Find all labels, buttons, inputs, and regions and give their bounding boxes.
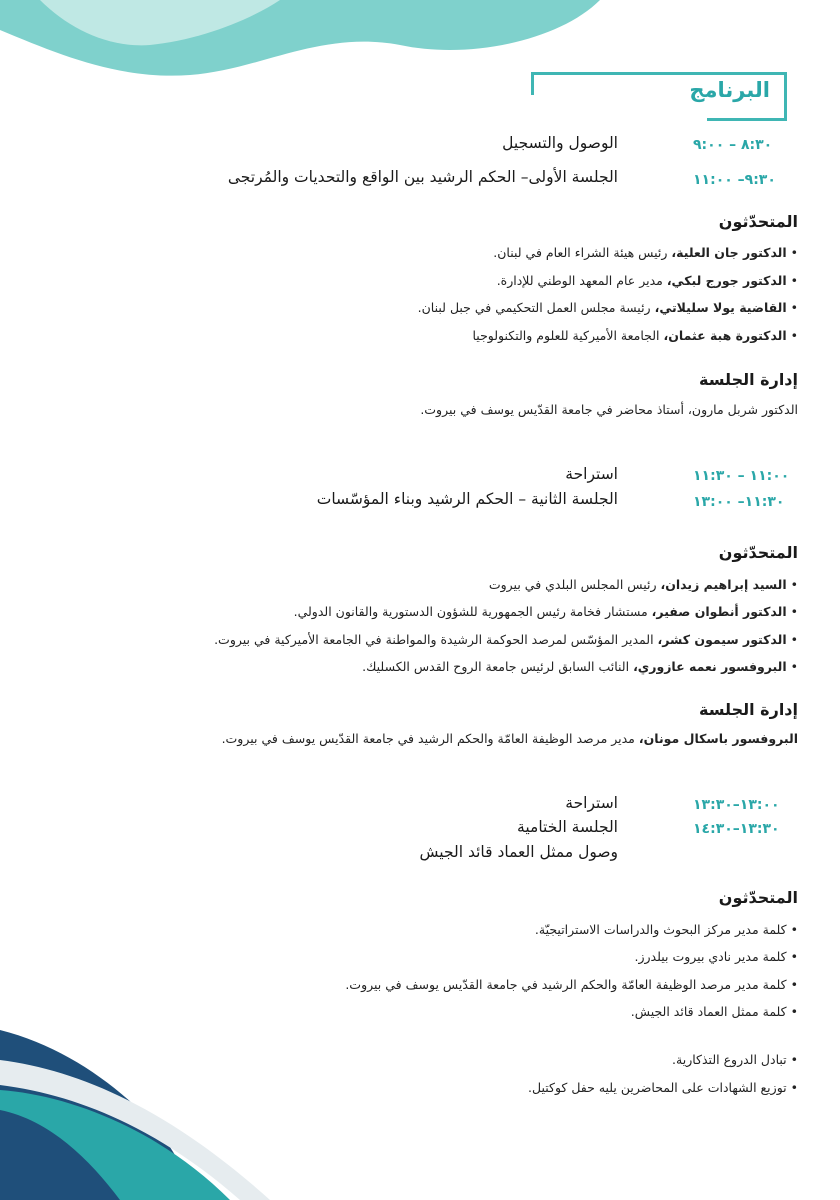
- speaker-item: • الدكتور جان العلية، رئيس هيئة الشراء العام في لبنان.: [493, 245, 798, 260]
- closing-item: • كلمة مدير مرصد الوظيفة العامّة والحكم الرشيد في جامعة القدّيس يوسف في بيروت.: [345, 977, 798, 992]
- agenda-item: وصول ممثل العماد قائد الجيش: [419, 843, 618, 861]
- top-teal-wave: [0, 0, 600, 76]
- time-slot: ٨:٣٠ – ٩:٠٠: [693, 137, 773, 153]
- speaker-item: • السيد إبراهيم زيدان، رئيس المجلس البلدي في بيروت: [488, 577, 798, 592]
- speaker-item: • البروفسور نعمه عازوري، النائب السابق لرئيس جامعة الروح القدس الكسليك.: [362, 659, 798, 674]
- bottom-teal-wave: [0, 1090, 230, 1200]
- agenda-item: استراحة: [565, 794, 618, 812]
- closing-item: • كلمة مدير نادي بيروت بيلدرز.: [634, 949, 798, 964]
- speakers-heading: المتحدّثون: [718, 543, 798, 562]
- time-slot: ١٣:٠٠–١٣:٣٠: [693, 797, 780, 813]
- time-slot: ١١:٣٠– ١٣:٠٠: [693, 494, 785, 510]
- agenda-item: الوصول والتسجيل: [502, 134, 618, 152]
- page-title: البرنامج: [689, 78, 770, 102]
- bottom-navy-wave: [0, 1030, 195, 1200]
- closing-item: • كلمة مدير مركز البحوث والدراسات الاستراتيجيّة.: [534, 922, 798, 937]
- agenda-item: استراحة: [565, 465, 618, 483]
- speaker-item: • الدكتور جورج لبكي، مدير عام المعهد الوطني للإدارة.: [496, 273, 798, 288]
- top-teal-wave-light: [40, 0, 280, 45]
- time-slot: ٩:٣٠– ١١:٠٠: [693, 172, 776, 188]
- session-moderator: البروفسور باسكال مونان، مدير مرصد الوظيفة العامّة والحكم الرشيد في جامعة القدّيس يوسف في بيروت.: [221, 731, 798, 746]
- agenda-item: الجلسة الثانية – الحكم الرشيد وبناء المؤسّسات: [316, 490, 618, 508]
- speaker-item: • الدكتورة هبة عثمان، الجامعة الأميركية للعلوم والتكنولوجيا: [472, 328, 798, 343]
- bottom-grey-wave: [0, 1060, 270, 1200]
- closing-item: • تبادل الدروع التذكارية.: [672, 1052, 798, 1067]
- speaker-item: • الدكتور سيمون كشر، المدير المؤسّس لمرصد الحوكمة الرشيدة والمواطنة في الجامعة الأميركية في بيروت.: [214, 632, 798, 647]
- session-moderator: الدكتور شربل مارون، أستاذ محاضر في جامعة القدّيس يوسف في بيروت.: [420, 402, 798, 417]
- speaker-item: • الدكتور أنطوان صفير، مستشار فخامة رئيس الجمهورية للشؤون الدستورية والقانون الدولي.: [293, 604, 798, 619]
- agenda-item: الجلسة الأولى– الحكم الرشيد بين الواقع والتحديات والمُرتجى: [227, 168, 618, 186]
- session-management-heading: إدارة الجلسة: [699, 370, 798, 389]
- time-slot: ١١:٠٠ – ١١:٣٠: [693, 468, 790, 484]
- speakers-heading: المتحدّثون: [718, 888, 798, 907]
- closing-item: • توزيع الشهادات على المحاضرين يليه حفل كوكتيل.: [528, 1080, 798, 1095]
- agenda-item: الجلسة الختامية: [517, 818, 618, 836]
- speaker-item: • القاضية يولا سليلاتي، رئيسة مجلس العمل التحكيمي في جبل لبنان.: [417, 300, 798, 315]
- closing-item: • كلمة ممثل العماد قائد الجيش.: [630, 1004, 798, 1019]
- time-slot: ١٣:٣٠–١٤:٣٠: [693, 821, 780, 837]
- session-management-heading: إدارة الجلسة: [699, 700, 798, 719]
- speakers-heading: المتحدّثون: [718, 212, 798, 231]
